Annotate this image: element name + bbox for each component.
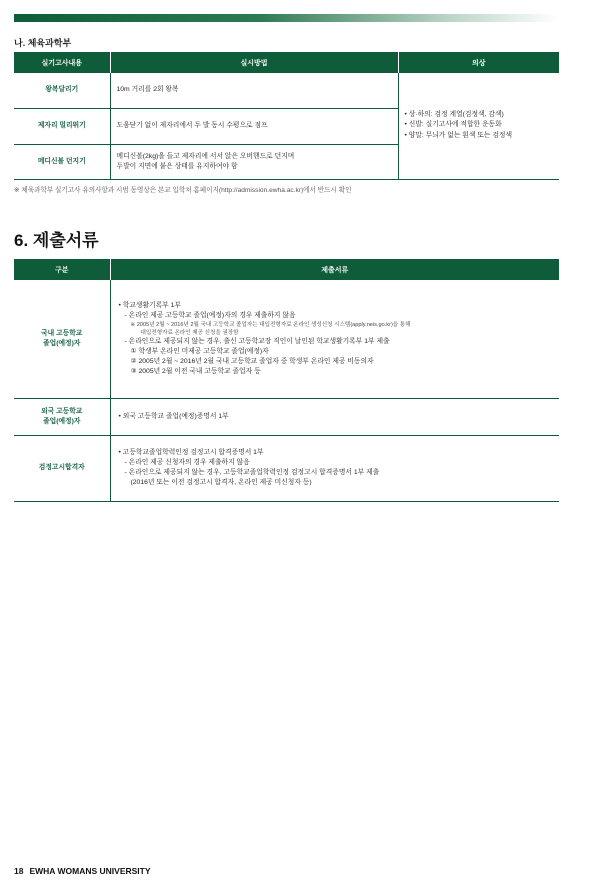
top-accent-bar — [14, 14, 559, 22]
doc-line: • 외국 고등학교 졸업(예정)증명서 1부 — [118, 412, 229, 420]
header-documents: 제출서류 — [110, 259, 559, 280]
category-line: 외국 고등학교 — [41, 407, 83, 415]
test-method — [110, 144, 398, 179]
attire-line: • 양말: 무늬가 없는 흰색 또는 검정색 — [404, 132, 513, 140]
category-label — [14, 435, 110, 501]
method-line: 10m 거리를 2회 왕복 — [116, 86, 179, 94]
header-attire: 의상 — [398, 52, 559, 73]
header-method: 실시방법 — [110, 52, 398, 73]
header-category: 구분 — [14, 259, 110, 280]
test-name: 메디신볼 던지기 — [14, 144, 110, 179]
documents-cell — [110, 435, 559, 501]
doc-line: • 학교생활기록부 1부 — [118, 302, 181, 310]
physical-test-note: ※ 체육과학부 실기고사 유의사항과 시범 동영상은 본교 입학처 홈페이지(http://admission.ewha.ac.kr)에서 반드시 확인 — [14, 187, 352, 194]
page-footer — [14, 866, 151, 876]
page-number: 18 — [14, 866, 24, 876]
table-row — [14, 280, 559, 398]
doc-line: (2016년 또는 이전 검정고시 합격자, 온라인 제공 미신청자 등) — [130, 478, 312, 486]
documents-table — [14, 259, 559, 502]
university-name: EWHA WOMANS UNIVERSITY — [29, 866, 151, 876]
attire-cell — [398, 73, 559, 179]
physical-test-table — [14, 52, 559, 180]
doc-line: ② 2005년 2월 ~ 2016년 2월 국내 고등학교 졸업자 중 학생부 온라인 제공 비동의자 — [130, 357, 374, 365]
category-line: 국내 고등학교 — [41, 330, 83, 338]
category-line: 검정고시합격자 — [38, 464, 85, 472]
doc-line: • 고등학교졸업학력인정 검정고시 합격증명서 1부 — [118, 449, 264, 457]
table-row — [14, 398, 559, 435]
test-name: 제자리 멀리뛰기 — [14, 108, 110, 144]
documents-cell — [110, 280, 559, 398]
table-row — [14, 435, 559, 501]
doc-line: ③ 2005년 2월 이전 국내 고등학교 졸업자 등 — [130, 367, 261, 375]
method-line: 두발이 지면에 붙은 상태를 유지하여야 함 — [116, 162, 238, 170]
category-label — [14, 280, 110, 398]
test-name: 왕복달리기 — [14, 73, 110, 108]
attire-line: • 신발: 실기고사에 적합한 운동화 — [404, 121, 502, 129]
documents-header-row — [14, 259, 559, 280]
doc-line: - 온라인으로 제공되지 않는 경우, 출신 고등학교장 직인이 날인된 학교생활기록부 1부 제출 — [124, 338, 390, 346]
method-line: 메디신볼(2kg)을 들고 제자리에 서서 앉은 오버핸드로 던지며 — [116, 152, 295, 160]
test-method — [110, 73, 398, 108]
doc-line: ① 학생부 온라인 미제공 고등학교 졸업(예정)자 — [130, 347, 269, 355]
category-label — [14, 398, 110, 435]
doc-line: 대입전형자료 온라인 제공 신청을 권장함 — [140, 329, 239, 336]
section-6-title: 6. 제출서류 — [14, 231, 99, 250]
documents-cell — [110, 398, 559, 435]
doc-line: - 온라인으로 제공되지 않는 경우, 고등학교졸업학력인정 검정고시 합격증명서 1부 제출 — [124, 469, 380, 476]
attire-line: • 상·하의: 검정 계열(검정색, 감색) — [404, 110, 504, 118]
section-b-title: 나. 체육과학부 — [14, 38, 72, 48]
physical-test-header-row — [14, 52, 559, 73]
category-line: 졸업(예정)자 — [43, 339, 81, 347]
doc-line: - 온라인 제공 신청자의 경우 제출하지 않음 — [124, 459, 250, 467]
doc-line: ※ 2005년 2월 ~ 2016년 2월 국내 고등학교 졸업자는 대입전형자료 온라인 생성신청 시스템(apply.neis.go.kr)을 통해 — [130, 321, 411, 328]
table-row — [14, 73, 559, 108]
category-line: 졸업(예정)자 — [43, 417, 81, 425]
doc-line: - 온라인 제공 고등학교 졸업(예정)자의 경우 제출하지 않음 — [124, 311, 296, 319]
header-test-content: 실기고사내용 — [14, 52, 110, 73]
method-line: 도움닫기 없이 제자리에서 두 발 동시 수평으로 점프 — [116, 122, 268, 130]
test-method — [110, 108, 398, 144]
